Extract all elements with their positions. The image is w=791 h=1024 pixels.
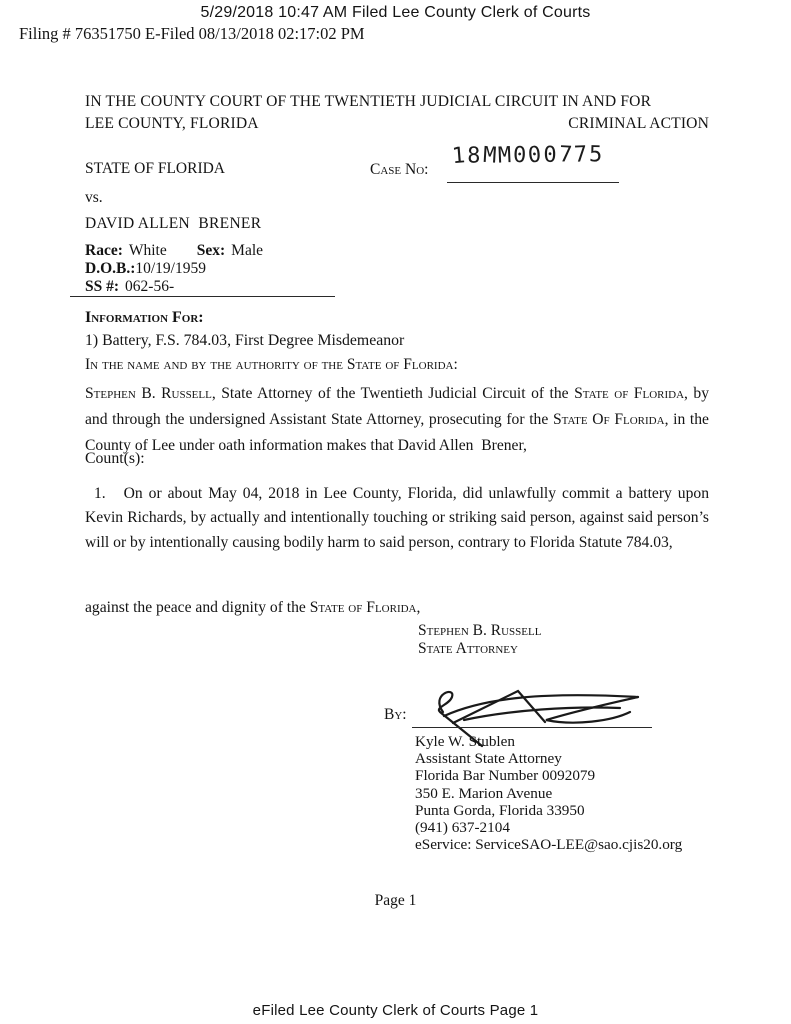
state-attorney-title: State Attorney — [418, 640, 518, 657]
signer-street: 350 E. Marion Avenue — [415, 784, 553, 802]
count-one-paragraph: 1. On or about May 04, 2018 in Lee County, Florida, did unlawfully commit a battery upon Kevin Richards, by actually and intentionally touching or striking said person, against said person’s will or by intentionally causing bodily harm to said person, contrary to Florida Statute 784.03, — [85, 485, 709, 551]
closing-clause: against the peace and dignity of the State of Florida, — [85, 599, 421, 616]
signer-eservice: eService: ServiceSAO-LEE@sao.cjis20.org — [415, 836, 683, 854]
defendant-info-underline — [70, 296, 335, 297]
ssn-row — [85, 278, 263, 296]
case-number-underline — [447, 182, 619, 183]
dob-label: D.O.B.: — [85, 260, 136, 277]
race-value: White — [128, 242, 167, 259]
efiling-stamp: Filing # 76351750 E-Filed 08/13/2018 02:17:02 PM — [19, 24, 365, 43]
signer-bar-number: Florida Bar Number 0092079 — [415, 767, 596, 785]
court-title-county: LEE COUNTY, FLORIDA — [85, 115, 259, 132]
defendant-name: DAVID ALLEN BRENER — [85, 215, 262, 232]
race-label: Race: — [85, 242, 123, 259]
signer-title: Assistant State Attorney — [415, 750, 562, 768]
information-for-heading: Information For: — [85, 309, 204, 326]
counts-label: Count(s): — [85, 450, 145, 467]
information-body-paragraph: Stephen B. Russell, State Attorney of the Twentieth Judicial Circuit of the State of Florida, by and through the undersigned Assistant State Attorney, prosecuting for the State Of Florida, in the County of Lee under oath information makes that David Allen Brener, — [85, 385, 710, 454]
defendant-info-block — [85, 242, 263, 296]
clerk-filed-stamp: 5/29/2018 10:47 AM Filed Lee County Clerk of Courts — [200, 4, 591, 21]
efiled-footer-stamp: eFiled Lee County Clerk of Courts Page 1 — [252, 1002, 539, 1019]
ssn-value: 062-56- — [125, 278, 175, 295]
race-sex-row — [85, 242, 263, 260]
state-attorney-name: Stephen B. Russell — [418, 622, 542, 639]
ssn-label: SS #: — [85, 278, 120, 295]
dob-value: 10/19/1959 — [135, 260, 206, 277]
signer-name: Kyle W. Stublen — [415, 733, 515, 750]
sex-label: Sex: — [196, 242, 226, 259]
versus-label: vs. — [85, 189, 103, 206]
plaintiff-name: STATE OF FLORIDA — [85, 160, 225, 177]
by-label: By: — [384, 706, 407, 723]
case-number-handwritten: 18MM000775 — [450, 142, 605, 170]
signature-line — [412, 727, 652, 728]
authority-line: In the name and by the authority of the State of Florida: — [85, 356, 458, 373]
charge-line: 1) Battery, F.S. 784.03, First Degree Misdemeanor — [85, 332, 405, 349]
page-number: Page 1 — [374, 892, 417, 909]
dob-row — [85, 260, 263, 278]
court-title-action-type: CRIMINAL ACTION — [568, 115, 709, 132]
signer-phone: (941) 637-2104 — [415, 819, 510, 837]
case-number-label: Case No: — [370, 161, 429, 178]
signer-address-block — [415, 733, 682, 853]
court-title-line1: IN THE COUNTY COURT OF THE TWENTIETH JUDICIAL CIRCUIT IN AND FOR — [85, 93, 652, 110]
signer-city: Punta Gorda, Florida 33950 — [415, 801, 585, 819]
sex-value: Male — [231, 242, 264, 259]
court-title — [85, 91, 709, 135]
